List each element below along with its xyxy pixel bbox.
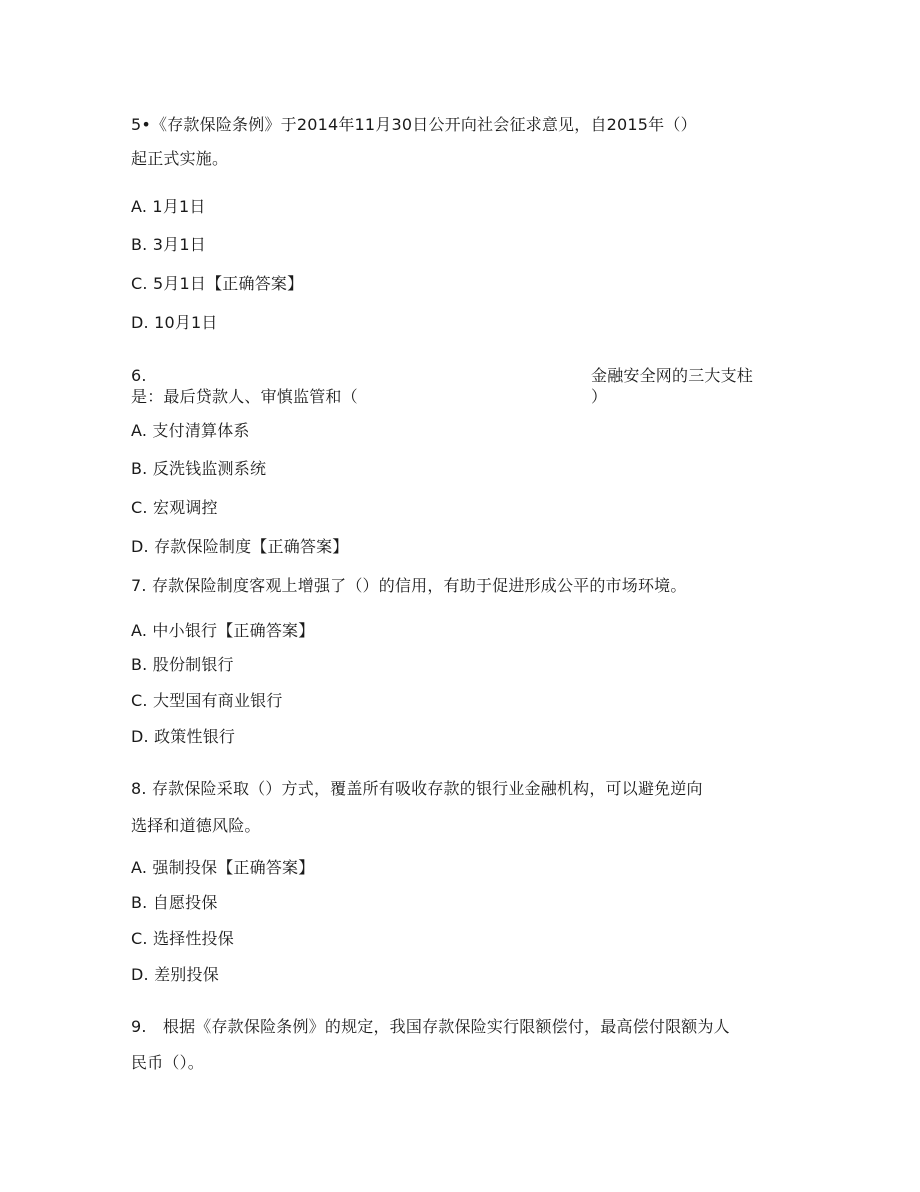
q5-text-line-2: 起正式实施。	[131, 149, 229, 168]
q6-option-d: D. 存款保险制度【正确答案】	[131, 537, 349, 556]
q8-option-d: D. 差别投保	[131, 965, 219, 984]
q8-option-c: C. 选择性投保	[131, 929, 234, 948]
q7-text-line-1: 7. 存款保险制度客观上增强了（）的信用，有助于促进形成公平的市场环境。	[131, 576, 687, 595]
q7-option-c: C. 大型国有商业银行	[131, 691, 283, 710]
q9-text-line-2: 民币（）。	[131, 1053, 205, 1072]
q6-text-right-top: 金融安全网的三大支柱	[591, 366, 754, 385]
q5-text-line-1: 5•《存款保险条例》于2014年11月30日公开向社会征求意见，自2015年（）	[131, 115, 697, 134]
q5-option-a: A. 1月1日	[131, 197, 206, 216]
q5-option-c: C. 5月1日【正确答案】	[131, 274, 304, 293]
q5-option-b: B. 3月1日	[131, 235, 206, 254]
q7-option-b: B. 股份制银行	[131, 655, 234, 674]
q6-number: 6.	[131, 366, 147, 385]
q9-text-line-1: 9. 根据《存款保险条例》的规定，我国存款保险实行限额偿付，最高偿付限额为人	[131, 1017, 730, 1036]
q5-option-d: D. 10月1日	[131, 313, 218, 332]
q6-text-line-2: 是：最后贷款人、审慎监管和（	[131, 387, 358, 406]
q8-option-b: B. 自愿投保	[131, 893, 218, 912]
q8-option-a: A. 强制投保【正确答案】	[131, 858, 315, 877]
q7-option-a: A. 中小银行【正确答案】	[131, 621, 315, 640]
q6-text-right-bottom: ）	[591, 387, 608, 406]
q7-option-d: D. 政策性银行	[131, 727, 236, 746]
q8-text-line-2: 选择和道德风险。	[131, 816, 261, 835]
q6-option-b: B. 反洗钱监测系统	[131, 459, 267, 478]
q8-text-line-1: 8. 存款保险采取（）方式，覆盖所有吸收存款的银行业金融机构，可以避免逆向	[131, 779, 703, 798]
q6-option-c: C. 宏观调控	[131, 498, 218, 517]
q6-option-a: A. 支付清算体系	[131, 421, 250, 440]
